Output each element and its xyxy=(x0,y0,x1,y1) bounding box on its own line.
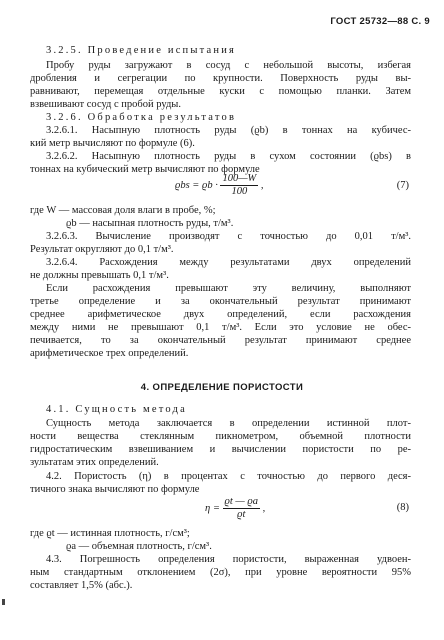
formula-8-number: (8) xyxy=(396,502,409,513)
paragraph-line: ным стандартным отклонением (2σ), при уровне вероятности 95% xyxy=(30,567,411,578)
paragraph-line: гидростатическим взвешиванием и вычислении пористости по ре- xyxy=(30,444,411,455)
paragraph-line: 3.2.6.1. Насыпную плотность руды (ϱb) в тоннах на кубичес- xyxy=(46,125,411,136)
paragraph-line: третье определение и за окончательный результат принимают xyxy=(30,296,411,307)
paragraph-line: зультатам этих определений. xyxy=(30,457,159,468)
formula-8-tail: , xyxy=(262,502,266,514)
paragraph-line: Сущность метода заключается в определении истинной плот- xyxy=(46,418,411,429)
paragraph-line: равнивают, перемещая отдельные куски с помощью планки. Затем xyxy=(30,86,411,97)
paragraph-line: дробления и сегрегации по крупности. Поверхность руды вы- xyxy=(30,73,411,84)
formula-8-lhs: η = xyxy=(205,502,220,514)
paragraph-line: Результат округляют до 0,1 т/м³. xyxy=(30,244,174,255)
paragraph-line: 3.2.6.2. Насыпную плотность руды в сухом состоянии (ϱbs) в xyxy=(46,151,411,162)
formula-7 xyxy=(175,173,264,198)
paragraph-line: ϱb — насыпная плотность руды, т/м³. xyxy=(66,218,234,229)
formula-8-numerator: ϱt — ϱa xyxy=(224,496,258,507)
paragraph-line: ϱa — объемная плотность, г/см³. xyxy=(66,541,212,552)
page-header: ГОСТ 25732—88 С. 9 xyxy=(330,16,430,27)
formula-7-numerator: 100—W xyxy=(222,173,257,184)
paragraph-line: 4.2. Пористость (η) в процентах с точностью до первого деся- xyxy=(46,471,411,482)
paragraph-line: тоннах на кубический метр вычисляют по формуле xyxy=(30,164,260,175)
subsection-heading: 3.2.5. Проведение испытания xyxy=(46,45,237,56)
paragraph-line: не должны превышать 0,1 т/м³. xyxy=(30,270,169,281)
subsection-heading: 4.1. Сущность метода xyxy=(46,404,187,415)
formula-7-number: (7) xyxy=(396,180,409,191)
formula-7-fraction xyxy=(220,173,258,198)
paragraph-line: Если расхождения превышают эту величину, выполняют xyxy=(46,283,411,294)
paragraph-line: Пробу руды загружают в сосуд с небольшой высоты, избегая xyxy=(46,60,411,71)
formula-7-denominator: 100 xyxy=(231,186,248,197)
paragraph-line: между ними не превышают 0,1 т/м³. Если это условие не обес- xyxy=(30,322,411,333)
subsection-heading: 3.2.6. Обработка результатов xyxy=(46,112,237,123)
paragraph-line: ности вещества стеклянным пикнометром, объемной плотности xyxy=(30,431,411,442)
scan-edge-mark xyxy=(2,599,5,605)
paragraph-line: составляет 1,5% (абс.). xyxy=(30,580,133,591)
formula-7-lhs: ϱbs = ϱb · xyxy=(175,179,218,191)
paragraph-line: тичного знака вычисляют по формуле xyxy=(30,484,200,495)
paragraph-line: где W — массовая доля влаги в пробе, %; xyxy=(30,205,216,216)
paragraph-line: 3.2.6.3. Вычисление производят с точностью до 0,01 т/м³. xyxy=(46,231,411,242)
formula-8 xyxy=(205,496,265,521)
formula-8-denominator: ϱt xyxy=(237,509,246,520)
paragraph-line: печивается, то за окончательный результат принимают среднее xyxy=(30,335,411,346)
paragraph-line: 3.2.6.4. Расхождения между результатами двух определений xyxy=(46,257,411,268)
section-title: 4. ОПРЕДЕЛЕНИЕ ПОРИСТОСТИ xyxy=(140,382,304,393)
paragraph-line: среднее арифметическое двух определений, если расхождения xyxy=(30,309,411,320)
paragraph-line: где ϱt — истинная плотность, г/см³; xyxy=(30,528,190,539)
formula-8-fraction xyxy=(223,496,260,521)
paragraph-line: кий метр вычисляют по формуле (6). xyxy=(30,138,195,149)
paragraph-line: арифметическое трех определений. xyxy=(30,348,189,359)
paragraph-line: взвешивают сосуд с пробой руды. xyxy=(30,99,181,110)
formula-7-tail: , xyxy=(260,179,264,191)
paragraph-line: 4.3. Погрешность определения пористости, выраженная удвоен- xyxy=(46,554,411,565)
